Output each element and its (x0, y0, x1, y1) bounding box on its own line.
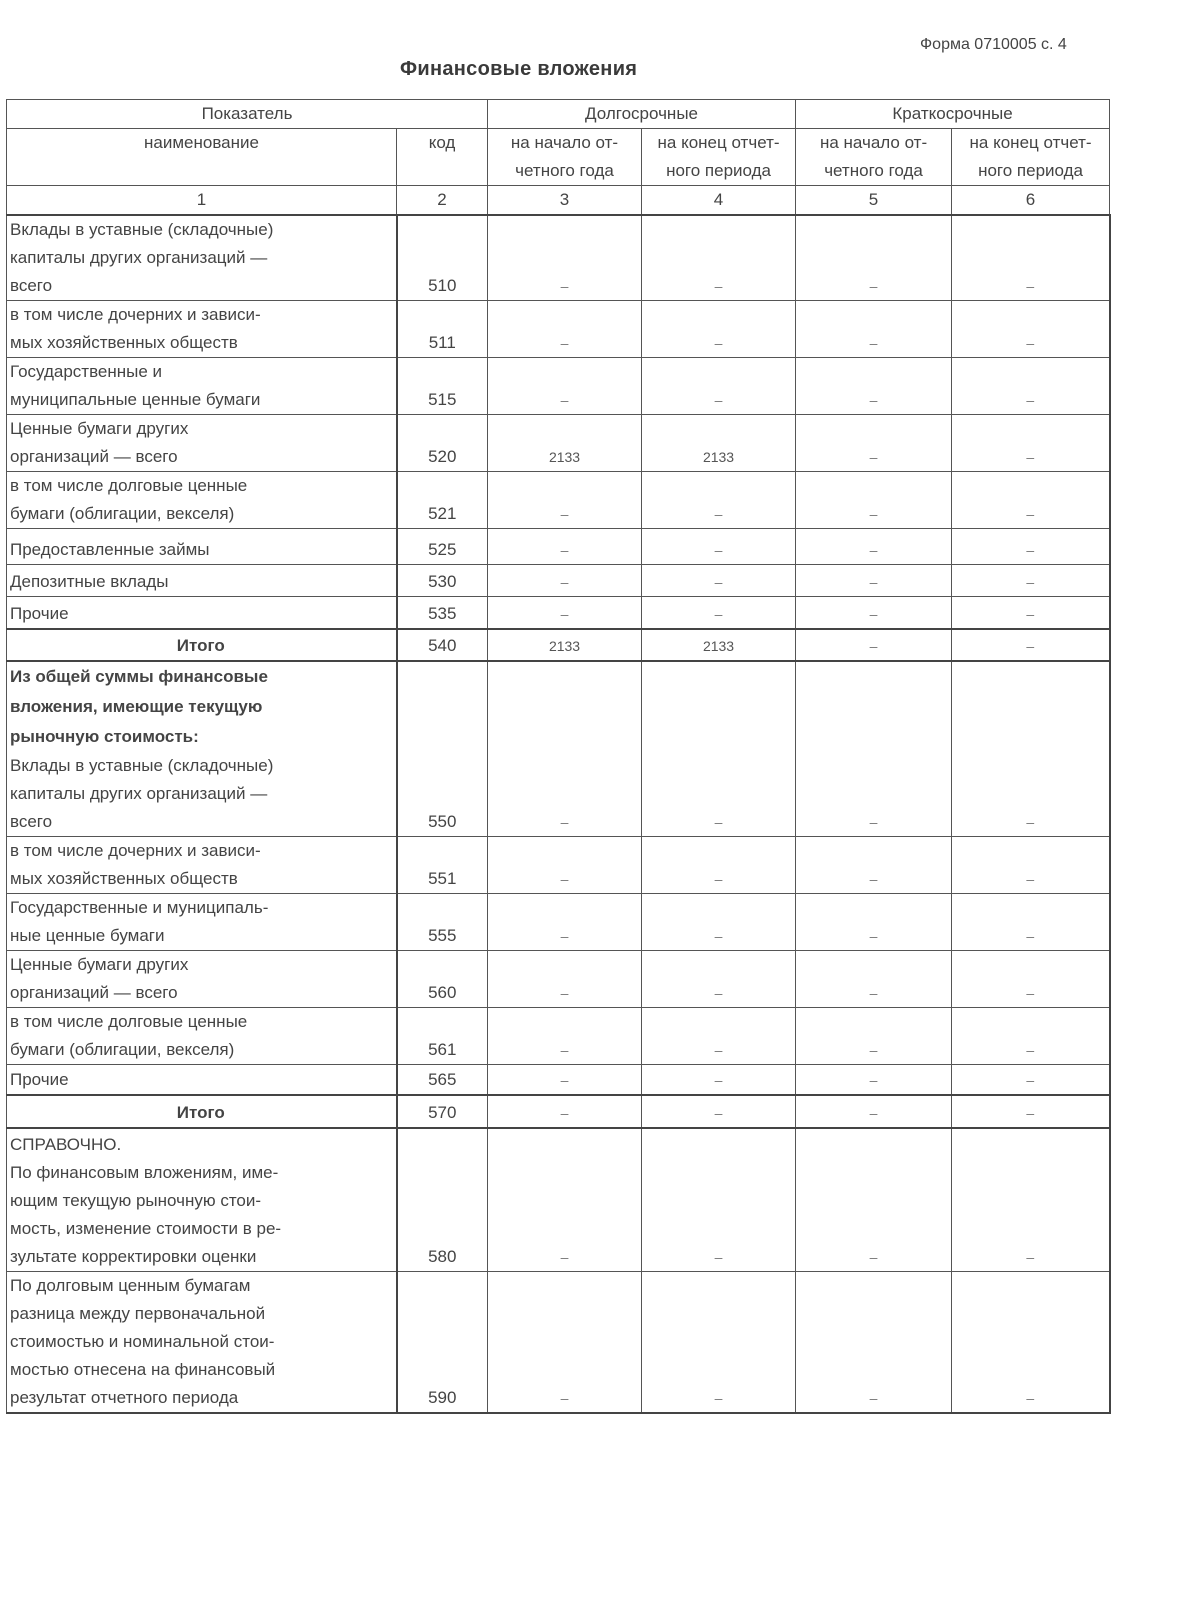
col-number: 1 (7, 186, 397, 216)
value-lt-start: – (488, 301, 642, 358)
row-code: 565 (397, 1064, 488, 1095)
row-name (7, 1007, 397, 1064)
row-name (7, 597, 397, 629)
value-lt-end: – (642, 893, 796, 950)
value-st-start: – (796, 415, 952, 472)
col-number: 3 (488, 186, 642, 216)
row-name-line: Предоставленные займы (10, 540, 210, 559)
row-name-line: муниципальные ценные бумаги (10, 390, 261, 409)
row-name (7, 950, 397, 1007)
header-row-2 (7, 129, 1110, 186)
table-row (7, 597, 1110, 629)
value-st-end: – (952, 215, 1110, 301)
row-name (7, 893, 397, 950)
value-lt-start: – (488, 1064, 642, 1095)
section-heading-line: Из общей суммы финансовые (10, 666, 268, 686)
value-st-start: – (796, 893, 952, 950)
row-code: 551 (397, 836, 488, 893)
row-name-line: ющим текущую рыночную стои- (10, 1190, 262, 1210)
header-line: на конец отчет- (657, 133, 780, 152)
value-st-end: – (952, 529, 1110, 565)
table-row (7, 893, 1110, 950)
row-name-line: Вклады в уставные (складочные) (10, 220, 274, 239)
value-st-end: – (952, 1128, 1110, 1271)
value-st-end: – (952, 415, 1110, 472)
header-line: четного года (515, 161, 614, 180)
value-st-end: – (952, 472, 1110, 529)
row-name (7, 1064, 397, 1095)
table-row (7, 472, 1110, 529)
row-name-line: ные ценные бумаги (10, 925, 165, 945)
row-code: 520 (397, 415, 488, 472)
value-lt-end: – (642, 950, 796, 1007)
row-name-line: в том числе долговые ценные (10, 476, 248, 495)
value-lt-start: – (488, 472, 642, 529)
value-lt-start: – (488, 565, 642, 597)
row-name-line: Депозитные вклады (10, 572, 169, 591)
row-name-line: организаций — всего (10, 447, 178, 466)
row-name-line: мостью отнесена на финансовый (10, 1359, 276, 1379)
row-name-line: мых хозяйственных обществ (10, 868, 238, 888)
row-code: 530 (397, 565, 488, 597)
row-code: 535 (397, 597, 488, 629)
value-lt-start: 2133 (488, 629, 642, 661)
header-name: наименование (7, 129, 397, 186)
row-name-line: результат отчетного периода (10, 1387, 239, 1407)
row-code: 515 (397, 358, 488, 415)
header-line: ного периода (978, 161, 1083, 180)
header-indicator: Показатель (7, 100, 488, 129)
header-st-end (952, 129, 1110, 186)
value-st-start: – (796, 1128, 952, 1271)
row-name (7, 661, 397, 837)
value-st-end: – (952, 836, 1110, 893)
value-st-start: – (796, 358, 952, 415)
row-code: 525 (397, 529, 488, 565)
section-heading-line: вложения, имеющие текущую (10, 696, 263, 716)
row-name (7, 1095, 397, 1128)
value-lt-start: – (488, 1271, 642, 1413)
value-st-start: – (796, 1007, 952, 1064)
section-heading: СПРАВОЧНО. (10, 1134, 122, 1154)
value-st-start: – (796, 836, 952, 893)
header-row-1 (7, 100, 1110, 129)
row-name-line: Вклады в уставные (складочные) (10, 755, 274, 775)
row-name (7, 529, 397, 565)
row-code: 521 (397, 472, 488, 529)
row-code: 550 (397, 661, 488, 837)
col-number: 2 (397, 186, 488, 216)
table-row (7, 358, 1110, 415)
value-lt-end: – (642, 1271, 796, 1413)
value-st-start: – (796, 529, 952, 565)
header-line: на начало от- (510, 133, 619, 152)
value-st-end: – (952, 1095, 1110, 1128)
row-name-line: стоимостью и номинальной стои- (10, 1331, 275, 1351)
row-name-line: в том числе дочерних и зависи- (10, 840, 261, 860)
row-code: 561 (397, 1007, 488, 1064)
value-st-end: – (952, 1271, 1110, 1413)
table-row (7, 529, 1110, 565)
header-line: ного периода (666, 161, 771, 180)
value-st-start: – (796, 472, 952, 529)
row-name (7, 629, 397, 661)
row-name-line: Прочие (10, 603, 69, 623)
col-number: 5 (796, 186, 952, 216)
value-lt-end: – (642, 597, 796, 629)
total-row (7, 629, 1110, 661)
row-name (7, 1271, 397, 1413)
table-row (7, 1128, 1110, 1271)
row-name-line: Государственные и муниципаль- (10, 897, 269, 917)
value-st-start: – (796, 629, 952, 661)
row-name (7, 215, 397, 301)
row-name (7, 415, 397, 472)
value-st-end: – (952, 1007, 1110, 1064)
value-st-end: – (952, 597, 1110, 629)
table-row (7, 661, 1110, 837)
value-st-end: – (952, 950, 1110, 1007)
row-code: 590 (397, 1271, 488, 1413)
value-lt-end: – (642, 661, 796, 837)
value-lt-start: 2133 (488, 415, 642, 472)
table-row (7, 215, 1110, 301)
value-st-end: – (952, 661, 1110, 837)
row-code: 570 (397, 1095, 488, 1128)
row-name-line: разница между первоначальной (10, 1303, 266, 1323)
row-name-line: Ценные бумаги других (10, 419, 189, 438)
row-code: 580 (397, 1128, 488, 1271)
value-lt-end: – (642, 1095, 796, 1128)
row-name-line: капиталы других организаций — (10, 248, 268, 267)
header-line: четного года (824, 161, 923, 180)
column-numbers-row (7, 186, 1110, 216)
financial-investments-table (6, 99, 1111, 1414)
header-lt-end (642, 129, 796, 186)
value-lt-start: – (488, 950, 642, 1007)
row-name-line: всего (10, 276, 53, 295)
row-code: 560 (397, 950, 488, 1007)
value-lt-start: – (488, 836, 642, 893)
row-name-line: мых хозяйственных обществ (10, 333, 238, 352)
table-row (7, 565, 1110, 597)
section-heading-line: рыночную стоимость: (10, 726, 199, 746)
header-line: на конец отчет- (969, 133, 1092, 152)
row-code: 510 (397, 215, 488, 301)
row-name-line: в том числе долговые ценные (10, 1011, 248, 1031)
total-label: Итого (176, 635, 225, 655)
row-name (7, 472, 397, 529)
row-name-line: в том числе дочерних и зависи- (10, 305, 261, 324)
value-st-end: – (952, 358, 1110, 415)
table-row (7, 950, 1110, 1007)
value-lt-end: – (642, 836, 796, 893)
value-st-start: – (796, 1271, 952, 1413)
header-long-term: Долгосрочные (488, 100, 796, 129)
row-name-line: мость, изменение стоимости в ре- (10, 1218, 282, 1238)
value-st-end: – (952, 301, 1110, 358)
row-name-line: По долговым ценным бумагам (10, 1275, 251, 1295)
value-st-start: – (796, 565, 952, 597)
row-name-line: Ценные бумаги других (10, 954, 189, 974)
row-name (7, 301, 397, 358)
value-lt-start: – (488, 358, 642, 415)
value-lt-end: – (642, 1007, 796, 1064)
row-name-line: организаций — всего (10, 982, 178, 1002)
row-code: 540 (397, 629, 488, 661)
row-name (7, 565, 397, 597)
value-lt-start: – (488, 1128, 642, 1271)
row-name-line: зультате корректировки оценки (10, 1246, 257, 1266)
row-name-line: бумаги (облигации, векселя) (10, 504, 235, 523)
value-st-end: – (952, 1064, 1110, 1095)
value-lt-end: – (642, 358, 796, 415)
row-name-line: Государственные и (10, 362, 163, 381)
value-lt-end: – (642, 215, 796, 301)
row-name-line: Прочие (10, 1070, 69, 1089)
row-name-line: всего (10, 811, 53, 831)
value-lt-start: – (488, 661, 642, 837)
row-name (7, 358, 397, 415)
total-row (7, 1095, 1110, 1128)
value-st-start: – (796, 597, 952, 629)
value-st-start: – (796, 950, 952, 1007)
value-lt-end: – (642, 1064, 796, 1095)
value-lt-end: – (642, 565, 796, 597)
value-st-end: – (952, 565, 1110, 597)
form-number: Форма 0710005 с. 4 (920, 36, 1067, 53)
row-name (7, 836, 397, 893)
value-lt-start: – (488, 1095, 642, 1128)
value-lt-end: – (642, 1128, 796, 1271)
row-name (7, 1128, 397, 1271)
col-number: 4 (642, 186, 796, 216)
header-line: на начало от- (819, 133, 928, 152)
value-lt-start: – (488, 597, 642, 629)
header-code: код (397, 129, 488, 186)
header-lt-start (488, 129, 642, 186)
row-name-line: бумаги (облигации, векселя) (10, 1039, 235, 1059)
value-lt-end: – (642, 301, 796, 358)
value-lt-end: – (642, 472, 796, 529)
col-number: 6 (952, 186, 1110, 216)
value-st-start: – (796, 1064, 952, 1095)
row-name-line: капиталы других организаций — (10, 783, 268, 803)
value-st-start: – (796, 661, 952, 837)
table-row (7, 1064, 1110, 1095)
row-code: 511 (397, 301, 488, 358)
value-st-start: – (796, 215, 952, 301)
table-row (7, 1007, 1110, 1064)
value-st-end: – (952, 893, 1110, 950)
value-lt-start: – (488, 893, 642, 950)
value-lt-end: 2133 (642, 415, 796, 472)
row-name-line: По финансовым вложениям, име- (10, 1162, 279, 1182)
header-st-start (796, 129, 952, 186)
header-short-term: Краткосрочные (796, 100, 1110, 129)
value-st-start: – (796, 1095, 952, 1128)
value-lt-start: – (488, 529, 642, 565)
value-lt-start: – (488, 1007, 642, 1064)
value-lt-start: – (488, 215, 642, 301)
table-row (7, 836, 1110, 893)
value-st-start: – (796, 301, 952, 358)
row-code: 555 (397, 893, 488, 950)
table-row (7, 415, 1110, 472)
page-title: Финансовые вложения (400, 58, 638, 80)
value-lt-end: – (642, 529, 796, 565)
total-label: Итого (176, 1103, 225, 1122)
table-row (7, 1271, 1110, 1413)
value-lt-end: 2133 (642, 629, 796, 661)
value-st-end: – (952, 629, 1110, 661)
table-row (7, 301, 1110, 358)
